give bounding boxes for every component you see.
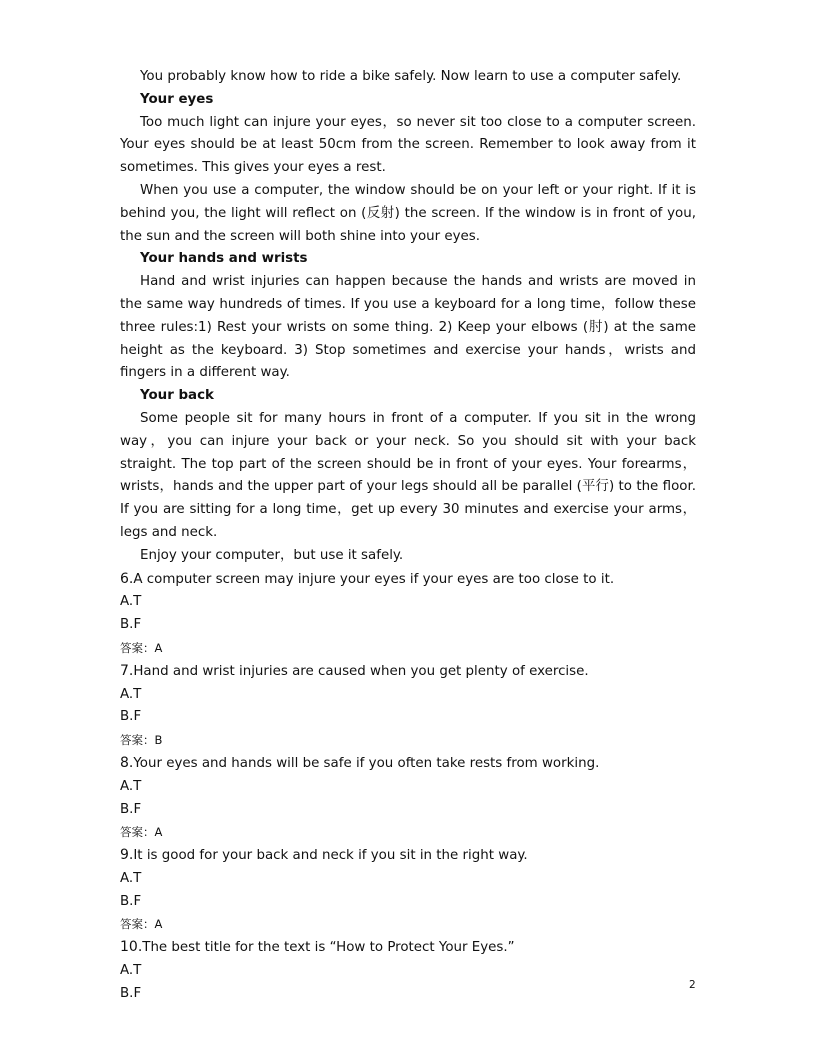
question-stem: Hand and wrist injuries are caused when you get plenty of exercise. [133, 663, 589, 679]
answer-key: 答案：A [120, 825, 163, 840]
answer-key: 答案：A [120, 917, 163, 932]
option-a: A.T [120, 870, 142, 886]
question-block [120, 568, 696, 660]
option-b: B.F [120, 801, 142, 817]
option-a: A.T [120, 778, 142, 794]
question-block [120, 752, 696, 844]
question-stem: It is good for your back and neck if you sit in the right way. [133, 848, 528, 864]
option-a: A.T [120, 594, 142, 610]
option-b: B.F [120, 617, 142, 633]
question-number: 8. [120, 754, 134, 771]
passage-paragraph: Some people sit for many hours in front of a computer. If you sit in the wrong way，you can injure your back or your neck. So you should sit with your back straight. The top part of the screen should be in front of your eyes. Your forearms，wrists，hands and the upper part of your legs should all be parallel (平行) to the floor. If you are sitting for a long time，get up every 30 minutes and exercise your arms，legs and neck. [120, 410, 696, 540]
section-heading-back: Your back [140, 388, 214, 404]
answer-key: 答案：A [120, 640, 163, 655]
document-page [120, 66, 696, 1006]
section-heading-eyes: Your eyes [140, 91, 214, 107]
question-number: 7. [120, 662, 134, 679]
question-stem: Your eyes and hands will be safe if you often take rests from working. [133, 755, 600, 771]
question-text [120, 936, 696, 960]
passage-paragraph: Too much light can injure your eyes，so never sit too close to a computer screen. Your eyes should be at least 50cm from the screen. Remember to look away from it sometimes. This gives your eyes a rest. [120, 114, 696, 176]
answer-key: 答案：B [120, 733, 163, 748]
passage-closing: Enjoy your computer，but use it safely. [140, 547, 404, 563]
question-block [120, 936, 696, 1005]
question-text [120, 660, 696, 684]
page-number: 2 [689, 979, 696, 991]
question-block [120, 660, 696, 752]
passage-paragraph: Hand and wrist injuries can happen because the hands and wrists are moved in the same way hundreds of times. If you use a keyboard for a long time，follow these three rules:1) Rest your wrists on some thing. 2) Keep your elbows (肘) at the same height as the keyboard. 3) Stop sometimes and exercise your hands，wrists and fingers in a different way. [120, 274, 696, 381]
option-b: B.F [120, 893, 142, 909]
option-a: A.T [120, 686, 142, 702]
option-a: A.T [120, 963, 142, 979]
option-b: B.F [120, 985, 142, 1001]
option-b: B.F [120, 709, 142, 725]
question-text [120, 752, 696, 776]
question-stem: A computer screen may injure your eyes if your eyes are too close to it. [133, 571, 615, 587]
question-number: 6. [120, 570, 134, 587]
passage-paragraph: When you use a computer, the window should be on your left or your right. If it is behind you, the light will reflect on (反射) the screen. If the window is in front of you, the sun and the screen will both shine into your eyes. [120, 182, 696, 244]
section-heading-hands: Your hands and wrists [140, 251, 308, 267]
question-number: 10. [120, 939, 143, 956]
passage-intro: You probably know how to ride a bike safely. Now learn to use a computer safely. [140, 69, 682, 84]
question-text [120, 844, 696, 868]
question-stem: The best title for the text is “How to Protect Your Eyes.” [142, 940, 515, 956]
question-text [120, 568, 696, 592]
question-block [120, 844, 696, 936]
question-number: 9. [120, 847, 134, 864]
